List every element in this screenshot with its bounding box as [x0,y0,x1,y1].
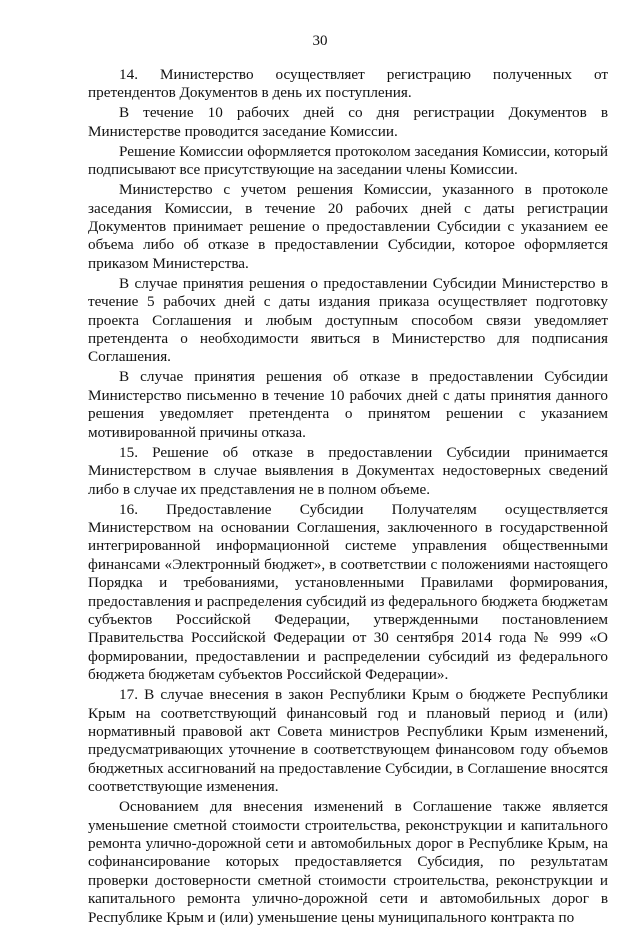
document-body [88,66,608,929]
paragraph-subsidy-refusal: В случае принятия решения об отказе в предоставлении Субсидии Министерство письменно в течение 10 рабочих дней с даты принятия данного решения уведомляет претендента о принятом решении с указанием мотивированной причины отказа. [88,368,608,441]
paragraph-ministry-decision: Министерство с учетом решения Комиссии, указанного в протоколе заседания Комиссии, в течение 20 рабочих дней с даты регистрации Документов принимает решение о предоставлении Субсидии с указанием ее объема либо об отказе в предоставлении Субсидии, которое оформляется приказом Министерства. [88,181,608,272]
paragraph-commission-meeting: В течение 10 рабочих дней со дня регистрации Документов в Министерстве проводится заседание Комиссии. [88,104,608,140]
paragraph-amendment-grounds: Основанием для внесения изменений в Соглашение также является уменьшение сметной стоимости строительства, реконструкции и капитального ремонта улично-дорожной сети и автомобильных дорог в Республике Крым, на софинансирование которых предоставляется Субсидия, по результатам проверки достоверности сметной стоимости строительства, реконструкции и капитального ремонта улично-дорожной сети и автомобильных дорог в Республике Крым и (или) уменьшение цены муниципального контракта по [88,798,608,926]
paragraph-16: 16. Предоставление Субсидии Получателям осуществляется Министерством на основании Соглашения, заключенного в государственной интегрированной информационной системе управления общественными финансами «Электронный бюджет», в соответствии с положениями настоящего Порядка и требованиями, установленными Правилами формирования, предоставления и распределения субсидий из федерального бюджета бюджетам субъектов Российской Федерации, утвержденными постановлением Правительства Российской Федерации от 30 сентября 2014 года № 999 «О формировании, предоставлении и распределении субсидий из федерального бюджета бюджетам субъектов Российской Федерации». [88,500,608,684]
paragraph-14: 14. Министерство осуществляет регистрацию полученных от претендентов Документов в день их поступления. [88,66,608,102]
paragraph-17: 17. В случае внесения в закон Республики Крым о бюджете Республики Крым на соответствующий финансовый год и плановый период и (или) нормативный правовой акт Совета министров Республики Крым изменений, предусматривающих уточнение в соответствующем финансовом году объемов бюджетных ассигнований на предоставление Субсидии, в Соглашение вносятся соответствующие изменения. [88,686,608,796]
paragraph-commission-decision: Решение Комиссии оформляется протоколом заседания Комиссии, который подписывают все присутствующие на заседании члены Комиссии. [88,142,608,179]
paragraph-subsidy-approval: В случае принятия решения о предоставлении Субсидии Министерство в течение 5 рабочих дней с даты издания приказа осуществляет подготовку проекта Соглашения и любым доступным способом связи уведомляет претендента о необходимости явиться в Министерство для подписания Соглашения. [88,274,608,366]
paragraph-15: 15. Решение об отказе в предоставлении Субсидии принимается Министерством в случае выявления в Документах недостоверных сведений либо в случае их представления не в полном объеме. [88,443,608,498]
page-number: 30 [312,33,328,49]
